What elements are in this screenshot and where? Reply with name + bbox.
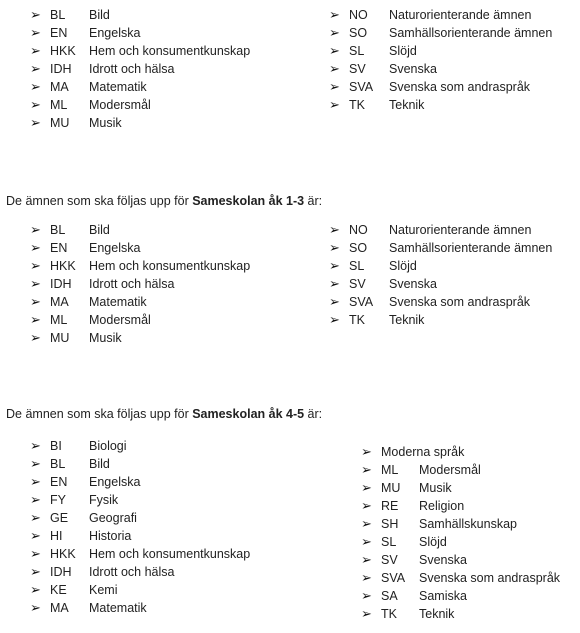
arrow-bullet-icon: ➢ bbox=[361, 516, 372, 531]
subject-code: SL bbox=[349, 44, 365, 58]
subject-code: EN bbox=[50, 475, 68, 489]
arrow-bullet-icon: ➢ bbox=[329, 294, 340, 309]
subject-code: MA bbox=[50, 601, 69, 615]
subject-code: SV bbox=[349, 62, 366, 76]
subject-code: RE bbox=[381, 499, 399, 513]
list-item bbox=[361, 587, 560, 605]
arrow-bullet-icon: ➢ bbox=[329, 43, 340, 58]
subject-name: Idrott och hälsa bbox=[89, 62, 175, 76]
subject-name: Musik bbox=[89, 331, 122, 345]
subject-name: Bild bbox=[89, 223, 110, 237]
subject-code: GE bbox=[50, 511, 69, 525]
arrow-bullet-icon: ➢ bbox=[30, 79, 41, 94]
subject-code: MA bbox=[50, 295, 69, 309]
subject-name: Samhällsorienterande ämnen bbox=[389, 241, 553, 255]
arrow-bullet-icon: ➢ bbox=[329, 7, 340, 22]
subject-name: Kemi bbox=[89, 583, 118, 597]
arrow-bullet-icon: ➢ bbox=[361, 606, 372, 621]
list-item bbox=[30, 437, 250, 455]
arrow-bullet-icon: ➢ bbox=[361, 480, 372, 495]
subject-name: Modersmål bbox=[89, 313, 151, 327]
list-item bbox=[30, 60, 250, 78]
list-item bbox=[361, 569, 560, 587]
subject-name: Engelska bbox=[89, 26, 141, 40]
subject-name: Moderna språk bbox=[381, 445, 465, 459]
list-item bbox=[30, 329, 250, 347]
subject-code: HKK bbox=[50, 259, 76, 273]
arrow-bullet-icon: ➢ bbox=[30, 582, 41, 597]
list-item bbox=[361, 551, 560, 569]
subject-name: Teknik bbox=[389, 98, 425, 112]
intro-bold-text: Sameskolan åk 1-3 bbox=[192, 194, 305, 208]
subject-code: EN bbox=[50, 26, 68, 40]
arrow-bullet-icon: ➢ bbox=[30, 330, 41, 345]
subject-code: TK bbox=[349, 98, 365, 112]
list-item bbox=[30, 78, 250, 96]
subject-name: Engelska bbox=[89, 475, 141, 489]
arrow-bullet-icon: ➢ bbox=[329, 61, 340, 76]
subject-code: SV bbox=[381, 553, 398, 567]
arrow-bullet-icon: ➢ bbox=[361, 462, 372, 477]
list-item bbox=[30, 455, 250, 473]
arrow-bullet-icon: ➢ bbox=[30, 7, 41, 22]
subject-code: SVA bbox=[381, 571, 406, 585]
subject-name: Idrott och hälsa bbox=[89, 565, 175, 579]
arrow-bullet-icon: ➢ bbox=[361, 534, 372, 549]
subject-name: Modersmål bbox=[89, 98, 151, 112]
subject-code: SL bbox=[381, 535, 397, 549]
list-item bbox=[361, 461, 560, 479]
section3-right-list bbox=[361, 443, 560, 623]
intro-bold-text: Sameskolan åk 4-5 bbox=[192, 407, 305, 421]
subject-name: Engelska bbox=[89, 241, 141, 255]
subject-name: Hem och konsumentkunskap bbox=[89, 44, 251, 58]
subject-code: IDH bbox=[50, 565, 72, 579]
subject-code: KE bbox=[50, 583, 67, 597]
subject-name: Idrott och hälsa bbox=[89, 277, 175, 291]
subject-code: SO bbox=[349, 26, 368, 40]
arrow-bullet-icon: ➢ bbox=[30, 25, 41, 40]
arrow-bullet-icon: ➢ bbox=[361, 570, 372, 585]
subject-name: Svenska bbox=[389, 277, 437, 291]
subject-name: Fysik bbox=[89, 493, 119, 507]
section2-intro bbox=[6, 192, 322, 210]
subject-code: SV bbox=[349, 277, 366, 291]
arrow-bullet-icon: ➢ bbox=[329, 79, 340, 94]
arrow-bullet-icon: ➢ bbox=[329, 276, 340, 291]
subject-code: MA bbox=[50, 80, 69, 94]
list-item bbox=[329, 293, 552, 311]
subject-name: Teknik bbox=[389, 313, 425, 327]
subject-code: NO bbox=[349, 223, 368, 237]
subject-name: Modersmål bbox=[419, 463, 481, 477]
arrow-bullet-icon: ➢ bbox=[30, 258, 41, 273]
list-item bbox=[30, 96, 250, 114]
arrow-bullet-icon: ➢ bbox=[30, 240, 41, 255]
list-item bbox=[361, 515, 560, 533]
list-item bbox=[30, 6, 250, 24]
subject-name: Religion bbox=[419, 499, 465, 513]
intro-text: De ämnen som ska följas upp för bbox=[6, 194, 193, 208]
arrow-bullet-icon: ➢ bbox=[30, 564, 41, 579]
subject-name: Svenska som andraspråk bbox=[389, 80, 531, 94]
list-item bbox=[329, 239, 552, 257]
subject-code: ML bbox=[381, 463, 399, 477]
subject-code: BI bbox=[50, 439, 62, 453]
subject-name: Samiska bbox=[419, 589, 467, 603]
subject-name: Geografi bbox=[89, 511, 137, 525]
arrow-bullet-icon: ➢ bbox=[329, 222, 340, 237]
arrow-bullet-icon: ➢ bbox=[30, 43, 41, 58]
subject-code: TK bbox=[381, 607, 397, 621]
list-item bbox=[30, 527, 250, 545]
list-item bbox=[30, 239, 250, 257]
subject-name: Naturorienterande ämnen bbox=[389, 8, 532, 22]
arrow-bullet-icon: ➢ bbox=[30, 61, 41, 76]
arrow-bullet-icon: ➢ bbox=[30, 438, 41, 453]
subject-code: BL bbox=[50, 8, 66, 22]
subject-name: Svenska som andraspråk bbox=[389, 295, 531, 309]
arrow-bullet-icon: ➢ bbox=[30, 294, 41, 309]
section3-intro bbox=[6, 405, 322, 423]
section3-left-list bbox=[30, 437, 250, 617]
subject-name: Slöjd bbox=[419, 535, 447, 549]
subject-code: NO bbox=[349, 8, 368, 22]
arrow-bullet-icon: ➢ bbox=[329, 97, 340, 112]
arrow-bullet-icon: ➢ bbox=[361, 444, 372, 459]
subject-code: SH bbox=[381, 517, 399, 531]
subject-code: HI bbox=[50, 529, 63, 543]
intro-text-end: är: bbox=[304, 407, 323, 421]
subject-name: Svenska bbox=[389, 62, 437, 76]
subject-name: Teknik bbox=[419, 607, 455, 621]
list-item bbox=[30, 545, 250, 563]
subject-name: Musik bbox=[89, 116, 122, 130]
list-item bbox=[30, 221, 250, 239]
subject-name: Musik bbox=[419, 481, 452, 495]
intro-text-end: är: bbox=[304, 194, 323, 208]
arrow-bullet-icon: ➢ bbox=[329, 312, 340, 327]
list-item bbox=[361, 479, 560, 497]
subject-name: Matematik bbox=[89, 80, 147, 94]
subject-name: Matematik bbox=[89, 295, 147, 309]
list-item bbox=[361, 605, 560, 623]
list-item bbox=[329, 96, 552, 114]
arrow-bullet-icon: ➢ bbox=[30, 546, 41, 561]
list-item bbox=[30, 42, 250, 60]
subject-name: Svenska bbox=[419, 553, 467, 567]
arrow-bullet-icon: ➢ bbox=[30, 456, 41, 471]
intro-text: De ämnen som ska följas upp för bbox=[6, 407, 193, 421]
list-item bbox=[30, 257, 250, 275]
subject-name: Biologi bbox=[89, 439, 127, 453]
list-item bbox=[329, 257, 552, 275]
section2-left-list bbox=[30, 221, 250, 347]
subject-code: BL bbox=[50, 457, 66, 471]
subject-code: SO bbox=[349, 241, 368, 255]
list-item bbox=[30, 275, 250, 293]
subject-code: BL bbox=[50, 223, 66, 237]
subject-name: Bild bbox=[89, 8, 110, 22]
subject-name: Slöjd bbox=[389, 259, 417, 273]
subject-code: ML bbox=[50, 313, 68, 327]
list-item bbox=[361, 533, 560, 551]
list-item bbox=[361, 443, 560, 461]
list-item bbox=[30, 24, 250, 42]
section1-right-list bbox=[329, 6, 552, 114]
list-item bbox=[329, 221, 552, 239]
list-item bbox=[329, 42, 552, 60]
subject-code: SL bbox=[349, 259, 365, 273]
arrow-bullet-icon: ➢ bbox=[30, 528, 41, 543]
list-item bbox=[329, 60, 552, 78]
list-item bbox=[329, 78, 552, 96]
arrow-bullet-icon: ➢ bbox=[361, 588, 372, 603]
arrow-bullet-icon: ➢ bbox=[329, 258, 340, 273]
arrow-bullet-icon: ➢ bbox=[361, 552, 372, 567]
list-item bbox=[329, 275, 552, 293]
arrow-bullet-icon: ➢ bbox=[30, 312, 41, 327]
subject-name: Naturorienterande ämnen bbox=[389, 223, 532, 237]
list-item bbox=[30, 114, 250, 132]
list-item bbox=[30, 563, 250, 581]
list-item bbox=[30, 599, 250, 617]
subject-name: Hem och konsumentkunskap bbox=[89, 547, 251, 561]
list-item bbox=[329, 311, 552, 329]
subject-code: TK bbox=[349, 313, 365, 327]
section2-right-list bbox=[329, 221, 552, 329]
list-item bbox=[30, 293, 250, 311]
arrow-bullet-icon: ➢ bbox=[30, 115, 41, 130]
arrow-bullet-icon: ➢ bbox=[329, 240, 340, 255]
subject-name: Bild bbox=[89, 457, 110, 471]
list-item bbox=[30, 581, 250, 599]
subject-code: ML bbox=[50, 98, 68, 112]
subject-code: SVA bbox=[349, 295, 374, 309]
arrow-bullet-icon: ➢ bbox=[30, 276, 41, 291]
list-item bbox=[30, 491, 250, 509]
arrow-bullet-icon: ➢ bbox=[30, 474, 41, 489]
subject-code: IDH bbox=[50, 62, 72, 76]
arrow-bullet-icon: ➢ bbox=[30, 492, 41, 507]
subject-code: HKK bbox=[50, 44, 76, 58]
list-item bbox=[30, 473, 250, 491]
list-item bbox=[329, 24, 552, 42]
subject-name: Samhällsorienterande ämnen bbox=[389, 26, 553, 40]
subject-name: Hem och konsumentkunskap bbox=[89, 259, 251, 273]
subject-code: SVA bbox=[349, 80, 374, 94]
subject-name: Matematik bbox=[89, 601, 147, 615]
arrow-bullet-icon: ➢ bbox=[30, 222, 41, 237]
subject-code: EN bbox=[50, 241, 68, 255]
subject-code: MU bbox=[50, 116, 70, 130]
arrow-bullet-icon: ➢ bbox=[30, 97, 41, 112]
arrow-bullet-icon: ➢ bbox=[30, 600, 41, 615]
section1-left-list bbox=[30, 6, 250, 132]
arrow-bullet-icon: ➢ bbox=[329, 25, 340, 40]
subject-name: Samhällskunskap bbox=[419, 517, 517, 531]
subject-code: MU bbox=[381, 481, 401, 495]
list-item bbox=[361, 497, 560, 515]
list-item bbox=[30, 509, 250, 527]
subject-name: Slöjd bbox=[389, 44, 417, 58]
list-item bbox=[30, 311, 250, 329]
subject-code: FY bbox=[50, 493, 66, 507]
arrow-bullet-icon: ➢ bbox=[30, 510, 41, 525]
subject-code: MU bbox=[50, 331, 70, 345]
arrow-bullet-icon: ➢ bbox=[361, 498, 372, 513]
subject-name: Svenska som andraspråk bbox=[419, 571, 561, 585]
subject-code: HKK bbox=[50, 547, 76, 561]
subject-name: Historia bbox=[89, 529, 132, 543]
list-item bbox=[329, 6, 552, 24]
subject-code: IDH bbox=[50, 277, 72, 291]
subject-code: SA bbox=[381, 589, 398, 603]
